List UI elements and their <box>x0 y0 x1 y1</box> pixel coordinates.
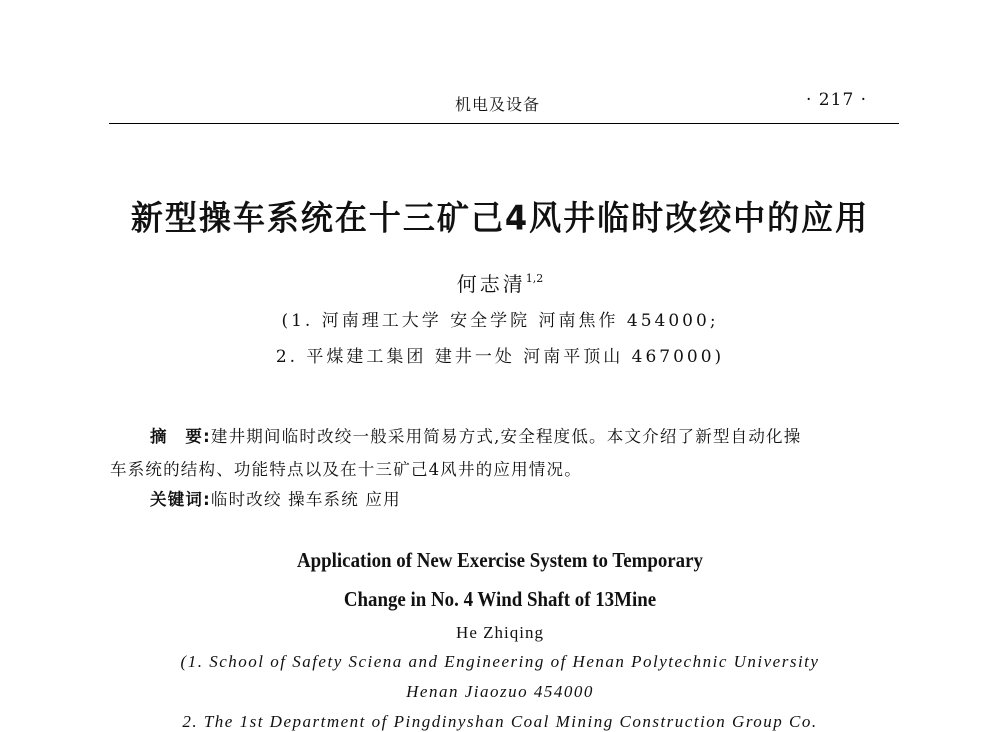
abstract-text-line-1: 建井期间临时改绞一般采用简易方式,安全程度低。本文介绍了新型自动化操 <box>210 427 802 446</box>
abstract-text-line-2: 车系统的结构、功能特点以及在十三矿己4风井的应用情况。 <box>110 460 582 479</box>
affiliation-cn-1: (1. 河南理工大学 安全学院 河南焦作 454000; <box>281 311 719 331</box>
paper-title-en-line-1: Application of New Exercise System to Temporary <box>297 548 703 572</box>
affiliation-en-1: (1. School of Safety Sciena and Engineering of Henan Polytechnic University <box>180 652 820 671</box>
paper-title-en-line-2: Change in No. 4 Wind Shaft of 13Mine <box>343 587 657 611</box>
author-cn <box>0 268 1000 297</box>
abstract-cn <box>150 423 801 447</box>
affiliation-en-2: Henan Jiaozuo 454000 <box>406 682 594 701</box>
header-rule <box>109 123 899 124</box>
author-cn-superscript: 1,2 <box>525 272 544 285</box>
author-cn-name: 何志清 <box>456 272 526 296</box>
page-number: · 217 · <box>806 90 868 110</box>
affiliation-en-3: 2. The 1st Department of Pingdinyshan Coal Mining Construction Group Co. <box>182 712 818 731</box>
running-header-section: 机电及设备 <box>455 95 541 114</box>
keywords-cn <box>150 486 401 510</box>
keywords-text: 临时改绞 操车系统 应用 <box>210 490 401 509</box>
keywords-label: 关键词: <box>150 490 211 509</box>
abstract-label: 摘 要: <box>150 427 211 446</box>
author-en: He Zhiqing <box>456 623 544 642</box>
paper-title-cn: 新型操车系统在十三矿己4风井临时改绞中的应用 <box>130 198 870 239</box>
affiliation-cn-2: 2. 平煤建工集团 建井一处 河南平顶山 467000) <box>275 347 725 367</box>
